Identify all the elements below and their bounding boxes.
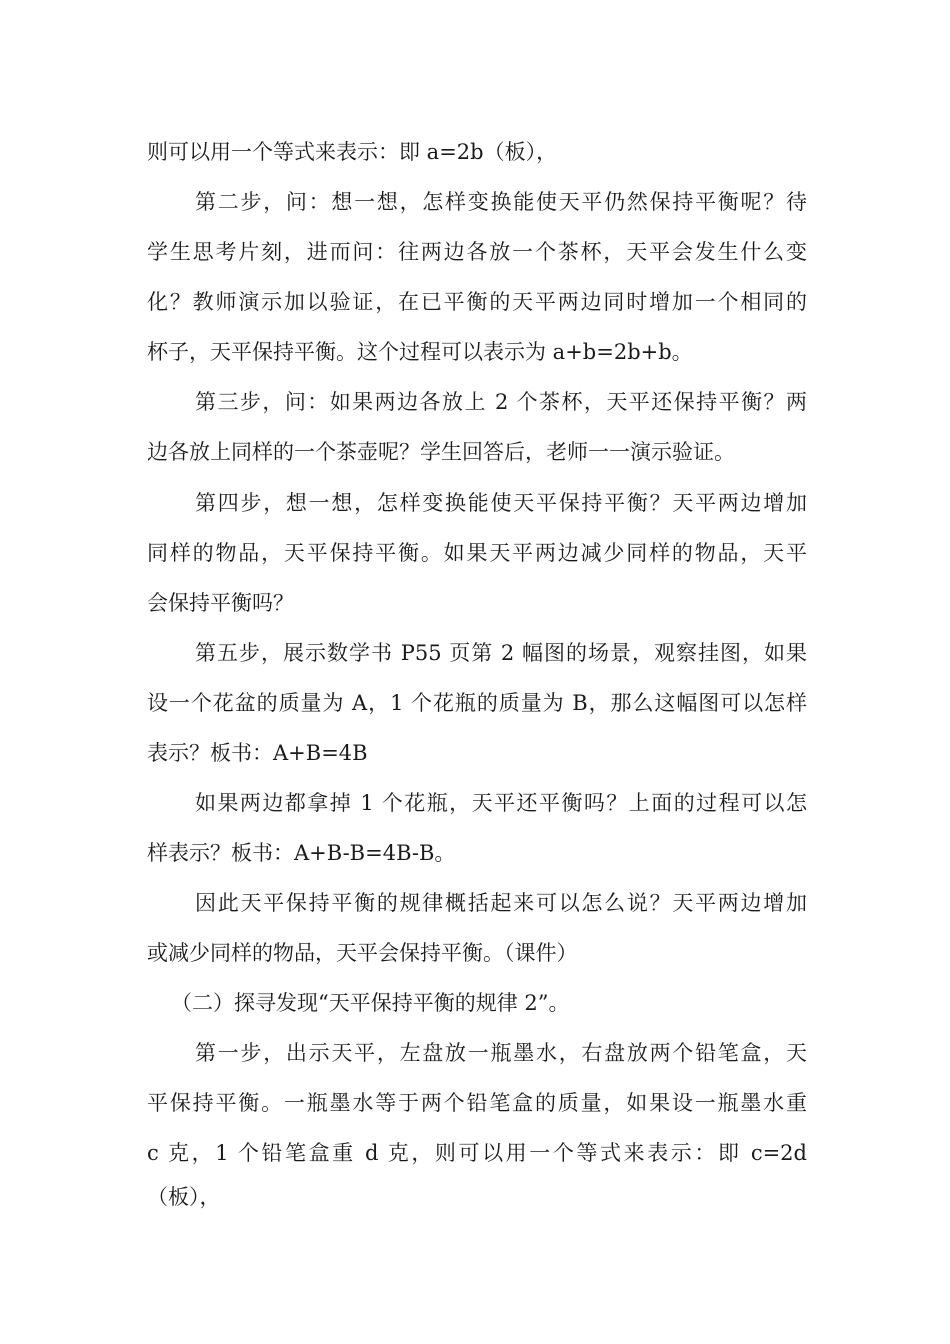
text-line: 则可以用一个等式来表示：即 a=2b（板），	[147, 140, 558, 164]
text-line: 第三步，问：如果两边各放上 2 个茶杯，天平还保持平衡？两	[195, 390, 807, 414]
text-line: 第二步，问：想一想，怎样变换能使天平仍然保持平衡呢？待	[195, 190, 807, 214]
text-line: 设一个花盆的质量为 A，1 个花瓶的质量为 B，那么这幅图可以怎样	[147, 691, 807, 715]
text-line: 第五步，展示数学书 P55 页第 2 幅图的场景，观察挂图，如果	[195, 641, 807, 665]
text-line: （板），	[147, 1185, 221, 1209]
text-line: 边各放上同样的一个茶壶呢？学生回答后，老师一一演示验证。	[147, 440, 735, 464]
text-line: 学生思考片刻，进而问：往两边各放一个茶杯，天平会发生什么变	[147, 240, 807, 264]
text-line: 表示？板书：A+B=4B	[147, 741, 368, 765]
section-heading: （二）探寻发现“天平保持平衡的规律 2”。	[171, 991, 570, 1015]
text-line: 如果两边都拿掉 1 个花瓶，天平还平衡吗？上面的过程可以怎	[195, 791, 807, 815]
text-line: 同样的物品，天平保持平衡。如果天平两边减少同样的物品，天平	[147, 541, 807, 565]
text-line: 因此天平保持平衡的规律概括起来可以怎么说？天平两边增加	[195, 891, 807, 915]
text-line: 化？教师演示加以验证，在已平衡的天平两边同时增加一个相同的	[147, 290, 807, 314]
text-line: 杯子，天平保持平衡。这个过程可以表示为 a+b=2b+b。	[147, 340, 693, 364]
text-line: 第四步，想一想，怎样变换能使天平保持平衡？天平两边增加	[195, 491, 807, 515]
text-line: c 克，1 个铅笔盒重 d 克，则可以用一个等式来表示：即 c=2d	[147, 1141, 807, 1165]
text-line: 样表示？板书：A+B-B=4B-B。	[147, 841, 456, 865]
text-line: 第一步，出示天平，左盘放一瓶墨水，右盘放两个铅笔盒，天	[195, 1041, 807, 1065]
text-line: 或减少同样的物品，天平会保持平衡。（课件）	[147, 941, 578, 965]
text-line: 会保持平衡吗？	[147, 591, 294, 615]
text-line: 平保持平衡。一瓶墨水等于两个铅笔盒的质量，如果设一瓶墨水重	[147, 1091, 807, 1115]
